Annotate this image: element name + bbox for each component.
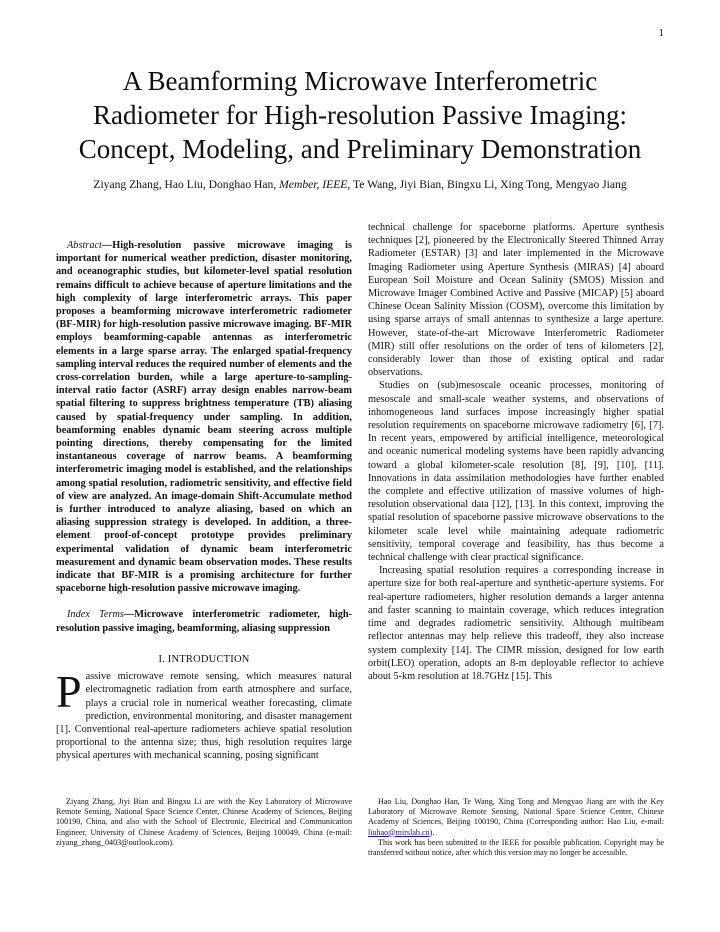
right-column [368,221,664,683]
footnote-affiliation-left: Ziyang Zhang, Jiyi Bian and Bingxu Li are with the Key Laboratory of Microwave Remote Sensing, National Space Science Center, Chinese Academy of Sciences, Beijing 100190, China, and also with the School of Electronic, Electrical and Communication Engineer, University of Chinese Academy of Sciences, Beijing 100049, China (e-mail: ziyang_zhang_0403@outlook.com). [56,797,352,847]
abstract-lead: Abstract [67,240,102,251]
section-heading-introduction: I. INTRODUCTION [158,653,250,665]
intro-paragraph-1-text: assive microwave remote sensing, which measures natural electromagnetic radiation from earth atmosphere and surface, plays a crucial role in numerical weather forecasting, climate prediction, environmental monitoring, and disaster management [1]. Conventional real-aperture radiometers achieve spatial resolution proportional to the antenna size; thus, high resolution requires large physical apertures with mechanical scanning, posing significant [56,671,352,762]
authors-part-1: Ziyang Zhang, Hao Liu, Donghao Han, [93,178,280,191]
footnote-right-close: ). [429,827,435,837]
corresponding-email-link[interactable]: liuhao@mirslab.cn [368,827,430,837]
left-column [56,226,352,763]
page-number: 1 [658,27,664,39]
footnote-right [368,797,664,858]
abstract [56,239,352,595]
index-terms-lead: Index Terms [67,609,124,621]
title-line-2: Radiometer for High-resolution Passive Imaging: [93,100,627,130]
abstract-text: —High-resolution passive microwave imaging is important for numerical weather prediction, disaster monitoring, and oceanographic studies, but kilometer-level spatial resolution remains difficult to achieve because of aperture limitations and the high complexity of large interferometric arrays. This paper proposes a beamforming microwave interferometric radiometer (BF-MIR) for high-resolution passive microwave imaging. BF-MIR employs beamforming-capable antennas as interferometric elements in a large sparse array. The enlarged spatial-frequency sampling interval reduces the required number of elements and the cross-correlation burden, while a large aperture-to-sampling-interval ratio factor (ASRF) array design enables narrow-beam spatial filtering to suppress brightness temperature (TB) aliasing caused by spatial-frequency under sampling. In addition, beamforming enables dynamic beam steering across multiple pointing directions, thereby compensating for the limited instantaneous coverage of narrow beams. A beamforming interferometric imaging model is established, and the relationships among spatial resolution, radiometric sensitivity, and effective field of view are analyzed. An image-domain Shift-Accumulate method is further introduced to analyze aliasing, based on which an aliasing suppression strategy is developed. In addition, a three-element proof-of-concept prototype provides preliminary experimental validation of dynamic beam interferometric measurement and dynamic beam observation modes. These results indicate that BF-MIR is a promising architecture for further spaceborne high-resolution passive microwave imaging. [56,240,352,595]
footnote-left [56,797,352,848]
footnote-right-text: Hao Liu, Donghao Han, Te Wang, Xing Tong and Mengyao Jiang are with the Key Laboratory of Microwave Remote Sensing, National Space Science Center, Chinese Academy of Sciences, Beijing 100190, China (Corresponding author: Hao Liu, e-mail: [368,797,664,827]
authors-membership: Member, IEEE [279,178,348,191]
title-line-3: Concept, Modeling, and Preliminary Demonstration [78,134,642,164]
intro-paragraph-2: Studies on (sub)mesoscale oceanic processes, monitoring of mesoscale and small-scale weather systems, and observations of inhomogeneous land surfaces impose increasingly higher spatial resolution requirements on spaceborne microwave radiometry [6], [7]. In recent years, empowered by artificial intelligence, meteorological and oceanic numerical modeling systems have been rapidly advancing toward a global kilometer-scale resolution [8], [9], [10], [11]. Innovations in data assimilation methodologies have further enabled the complete and effective utilization of massive volumes of high-resolution observational data [12], [13]. In this context, improving the spatial resolution of spaceborne passive microwave observations to the kilometer scale level while maintaining adequate radiometric sensitivity, temporal coverage and feasibility, has thus become a technical challenge with clear practical significance. [368,380,664,564]
authors-part-2: , Te Wang, Jiyi Bian, Bingxu Li, Xing Tong, Mengyao Jiang [347,178,627,191]
author-list [40,177,680,192]
index-terms-text: —Microwave interferometric radiometer, high-resolution passive imaging, beamforming, aliasing suppression [56,609,353,634]
footnote-affiliation-right [368,797,664,838]
intro-paragraph-1-continued: technical challenge for spaceborne platforms. Aperture synthesis techniques [2], pioneered by the Electronically Steered Thinned Array Radiometer (ESTAR) [3] and later implemented in the Microwave Imaging Radiometer using Aperture Synthesis (MIRAS) [4] aboard European Soil Moisture and Ocean Salinity (SMOS) Mission and Microwave Imager Combined Active and Passive (MICAP) [5] aboard Chinese Ocean Salinity Mission (COSM), overcome this limitation by using sparse arrays of small antennas to synthesize a large aperture. However, state-of-the-art Microwave Interferometric Radiometer (MIR) still offer resolutions on the order of tens of kilometers [2], considerably lower than those of existing optical and radar observations. [368,222,664,379]
footnote-ieee-notice: This work has been submitted to the IEEE for possible publication. Copyright may be transferred without notice, after which this version may no longer be accessible. [368,837,664,858]
index-terms [56,608,352,634]
paper-title [40,64,680,166]
title-line-1: A Beamforming Microwave Interferometric [122,66,598,96]
intro-paragraph-3: Increasing spatial resolution requires a corresponding increase in aperture size for both real-aperture and synthetic-aperture systems. For real-aperture radiometers, higher resolution demands a larger antenna and faster scanning to maintain coverage, which reduces integration time and degrades radiometric sensitivity. Although multibeam reflector antennas may help relieve this tradeoff, they also increase system complexity [14]. The CIMR mission, designed for low earth orbit(LEO) operation, adopts an 8-m deployable reflector to achieve about 5-km resolution at 18.7GHz [15]. This [368,565,664,682]
intro-paragraph-1 [56,666,352,762]
drop-cap: P [56,666,82,718]
